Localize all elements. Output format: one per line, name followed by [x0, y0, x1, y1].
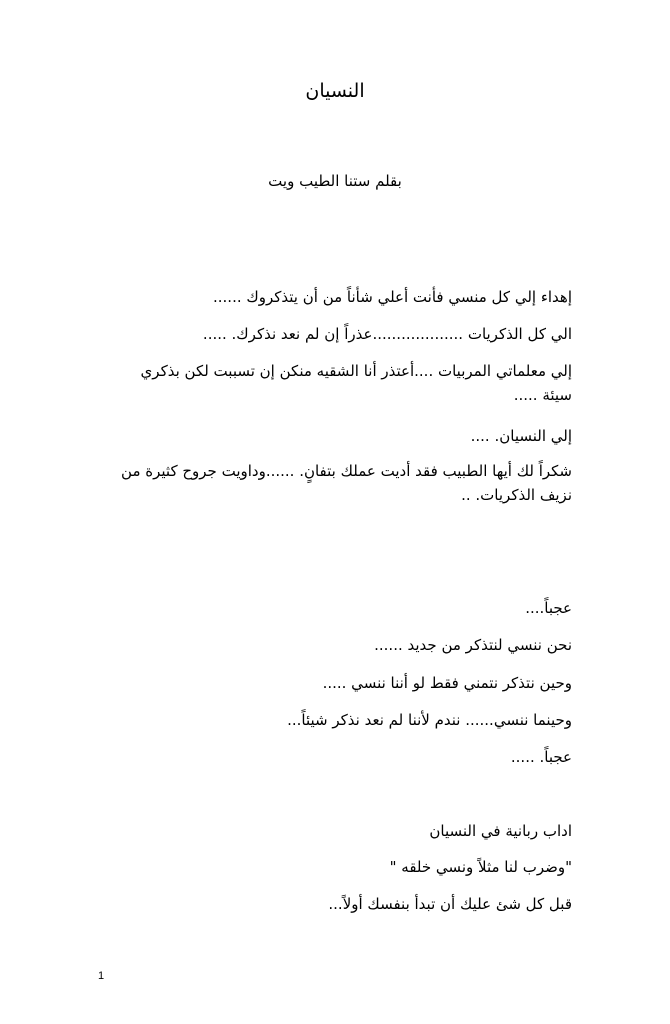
- document-author: بقلم ستنا الطيب ويت: [268, 172, 402, 190]
- page-number: 1: [98, 970, 105, 982]
- dedication-line-3: إلي معلماتي المربيات ....أعتذر أنا الشقيه منكن إن تسببت لكن بذكري سيئة .....: [140, 362, 572, 404]
- wonder-line-4: وحينما ننسي...... نندم لأننا لم نعد نذكر شيئاً...: [287, 711, 572, 729]
- dedication-line-2: الي كل الذكريات ...................عذراً إن لم نعد نذكرك. .....: [202, 325, 572, 343]
- wonder-line-1: عجباً....: [525, 599, 572, 617]
- dedication-line-4: إلي النسيان. ....: [470, 427, 572, 445]
- wonder-line-2: نحن ننسي لنتذكر من جديد ......: [374, 636, 572, 654]
- wonder-line-5: عجباً. .....: [510, 748, 572, 766]
- document-title: النسيان: [305, 80, 365, 102]
- dedication-line-1: إهداء إلي كل منسي فأنت أعلي شأناً من أن يتذكروك ......: [213, 288, 572, 306]
- divine-line-1: اداب ربانية في النسيان: [429, 822, 572, 840]
- divine-line-2: "وضرب لنا مثلاً ونسي خلقه ": [389, 858, 572, 876]
- divine-line-3: قبل كل شئ عليك أن تبدأ بنفسك أولاً...: [328, 895, 572, 913]
- dedication-line-5: شكراً لك أيها الطبيب فقد أديت عملك بتفانٍ. ......وداويت جروح كثيرة من نزيف الذكريات. ..: [121, 462, 572, 504]
- wonder-line-3: وحين نتذكر نتمني فقط لو أننا ننسي .....: [322, 674, 572, 692]
